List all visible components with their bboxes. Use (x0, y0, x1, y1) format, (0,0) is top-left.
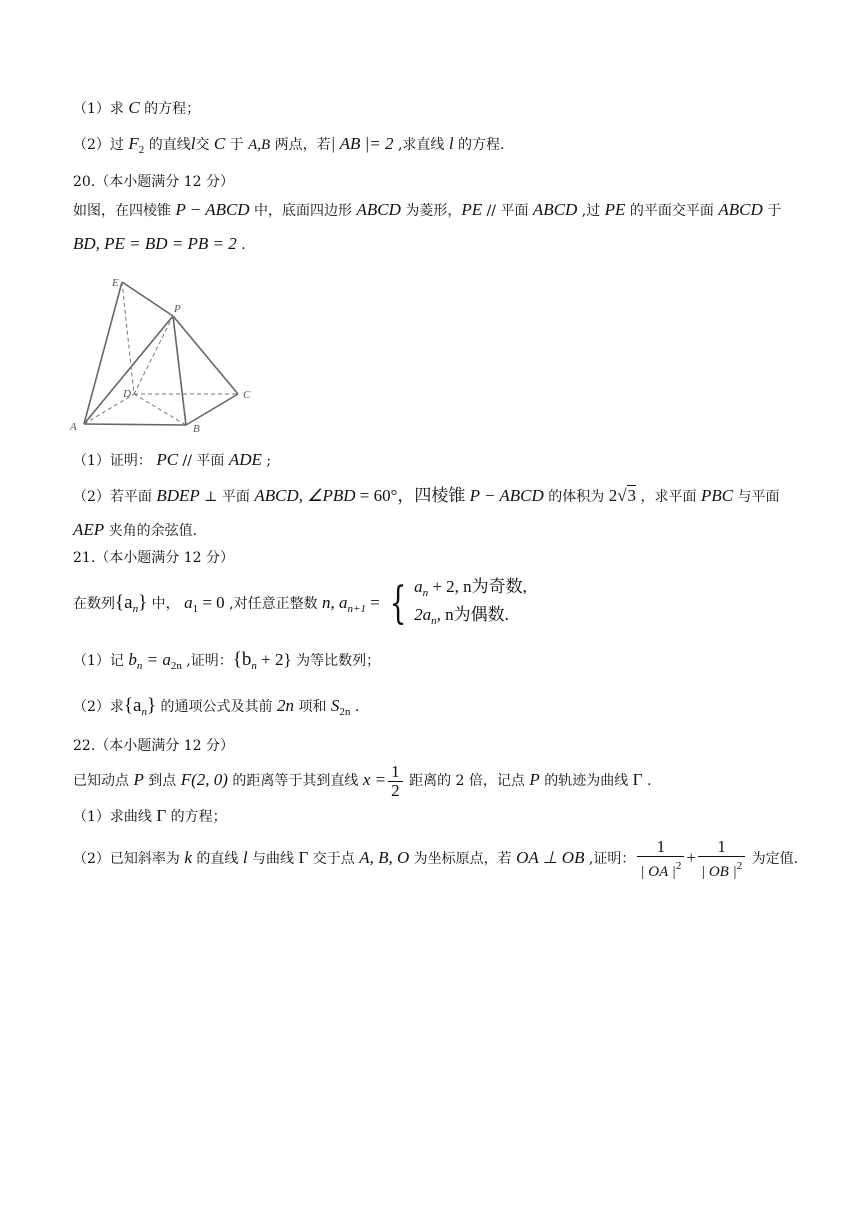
math: 2 (608, 486, 618, 505)
pyramid-figure (60, 270, 270, 440)
numerator: 1 (388, 763, 403, 782)
text: 的距离等于其到直线 (227, 773, 363, 789)
math: ABCD (356, 200, 401, 219)
math: PC (156, 450, 179, 469)
text: （2）已知斜率为 (73, 851, 185, 867)
case-2 (414, 604, 527, 632)
math: BD, PE = BD = PB = 2 (73, 234, 237, 253)
math: l (190, 134, 196, 153)
math: = 60°，四棱锥 (355, 486, 470, 505)
math: {b (232, 649, 252, 670)
math: | OB | (700, 863, 737, 880)
text: 于 (762, 203, 782, 219)
text: 的轨迹为曲线 (539, 773, 633, 789)
math: | AB |= 2 (330, 134, 394, 153)
subscript: n (136, 660, 143, 672)
text: 中， (147, 596, 185, 612)
math: k (184, 848, 192, 867)
math: {a (115, 592, 133, 613)
q20-part2-line1 (73, 486, 780, 507)
math: 2a (414, 605, 432, 624)
text: ,对任意正整数 (224, 596, 323, 612)
text: 交 (195, 137, 214, 153)
subscript: n (251, 660, 257, 672)
math: , n为偶数. (436, 605, 509, 624)
text: 为坐标原点，若 (409, 851, 517, 867)
math: Γ (632, 770, 643, 789)
text: 交于点 (308, 851, 360, 867)
math: PE (461, 200, 483, 219)
text: 的方程. (453, 137, 505, 153)
q21-part2 (73, 696, 359, 722)
math: b (128, 650, 137, 669)
math: PE (604, 200, 626, 219)
math: C (213, 134, 226, 153)
text: 如图，在四棱锥 (73, 203, 176, 219)
math: AEP (73, 520, 105, 539)
text: 于 (225, 137, 249, 153)
text: 为等比数列； (291, 653, 381, 669)
text: 的平面交平面 (625, 203, 719, 219)
text: 与平面 (733, 489, 780, 505)
text: ，求平面 (636, 489, 701, 505)
denominator (637, 857, 684, 881)
text: 的通项公式及其前 (156, 699, 278, 715)
fraction-half (388, 763, 403, 800)
text: （2）若平面 (73, 489, 157, 505)
text: // 平面 (178, 453, 229, 469)
q19-part1 (73, 98, 200, 119)
text: . (642, 773, 652, 789)
text: ⊥ 平面 (199, 489, 255, 505)
text: （1）求曲线 (73, 809, 157, 825)
label-E: E (112, 277, 119, 289)
text: 为定值. (747, 851, 799, 867)
text: 两点，若 (270, 137, 331, 153)
math: 3 (627, 486, 637, 505)
text: 项和 (294, 699, 331, 715)
math: l (448, 134, 454, 153)
text: （1）记 (73, 653, 129, 669)
superscript: 2 (675, 859, 682, 872)
math: P (529, 770, 540, 789)
text: ,证明： (181, 653, 233, 669)
q20-header: 20.（本小题满分 12 分） (73, 174, 234, 190)
numerator: 1 (637, 838, 684, 857)
text: 到点 (143, 773, 181, 789)
subscript: 2n (170, 660, 182, 672)
text: （1）证明： (73, 453, 157, 469)
math: = (365, 593, 385, 612)
math: S (330, 696, 340, 715)
math: ABCD (718, 200, 763, 219)
text: 中，底面四边形 (249, 203, 357, 219)
q21-statement (73, 576, 527, 632)
cases (414, 576, 527, 632)
text: 与曲线 (247, 851, 299, 867)
fraction-ob (698, 838, 745, 881)
text: . (236, 237, 246, 253)
math: A,B (248, 137, 271, 153)
math: P − ABCD (469, 486, 544, 505)
q22-part2 (73, 836, 798, 881)
math: | OA | (640, 863, 676, 880)
q20-part1 (73, 450, 271, 471)
denominator (698, 857, 745, 881)
math: C (128, 98, 140, 117)
q21-part1 (73, 650, 380, 676)
text: （2）过 (73, 137, 129, 153)
math: } (146, 695, 157, 716)
text: ,过 (577, 203, 605, 219)
text: 为菱形， (400, 203, 462, 219)
math: l (242, 848, 248, 867)
subscript: n (132, 603, 139, 615)
math: F(2, 0) (180, 770, 228, 789)
q22-part1 (73, 806, 227, 827)
subscript: 2n (339, 706, 351, 718)
subscript: n (141, 706, 147, 718)
math: a (414, 577, 423, 596)
piecewise (384, 576, 527, 632)
label-D: D (123, 388, 131, 400)
math: 2n (277, 696, 295, 715)
subscript: 1 (192, 603, 199, 615)
subscript: n (422, 587, 429, 599)
q22-statement (73, 760, 651, 801)
sqrt-sign: √ (617, 486, 627, 505)
text: 的方程； (139, 101, 201, 117)
superscript: 2 (736, 859, 743, 872)
math: ADE (228, 450, 262, 469)
subscript: n (431, 615, 437, 627)
label-A: A (70, 421, 77, 433)
q22-header: 22.（本小题满分 12 分） (73, 738, 234, 754)
math: {a (123, 695, 142, 716)
text: （2）求 (73, 699, 124, 715)
math: P (133, 770, 144, 789)
math: + 2, n为奇数, (428, 577, 527, 596)
brace-icon: { (389, 578, 407, 629)
label-B: B (193, 423, 200, 435)
text: // 平面 (482, 203, 533, 219)
math: = a (142, 650, 171, 669)
fraction-oa (637, 838, 684, 881)
math: BDEP (156, 486, 200, 505)
text: 的方程； (166, 809, 227, 825)
text: 在数列 (73, 596, 115, 612)
math: } (138, 592, 148, 613)
q19-part2 (73, 134, 505, 160)
text: ,求直线 (393, 137, 449, 153)
math: = 0 (198, 593, 225, 612)
math: + 2} (256, 650, 292, 669)
q20-statement-line1 (73, 200, 781, 221)
math: P − ABCD (175, 200, 250, 219)
math: F (128, 134, 139, 153)
text: 的直线 (191, 851, 243, 867)
text: 已知动点 (73, 773, 134, 789)
label-C: C (243, 389, 251, 401)
subscript: 2 (138, 144, 145, 156)
denominator: 2 (391, 780, 400, 800)
text: 距离的 2 倍，记点 (404, 773, 530, 789)
math: ABCD, ∠PBD (254, 486, 356, 505)
text: 夹角的余弦值. (104, 523, 198, 539)
q20-part2-line2 (73, 520, 197, 541)
math: A, B, O (359, 848, 410, 867)
numerator: 1 (698, 838, 745, 857)
q21-header: 21.（本小题满分 12 分） (73, 550, 234, 566)
label-P: P (174, 303, 181, 315)
math: a (184, 593, 193, 612)
math: PBC (700, 486, 734, 505)
text: 的体积为 (543, 489, 609, 505)
text: （1）求 (73, 101, 129, 117)
math: Γ (298, 848, 309, 867)
subscript: n+1 (347, 603, 366, 615)
q20-statement-line2 (73, 234, 246, 255)
math: ABCD (532, 200, 578, 219)
math: n, a (322, 593, 348, 612)
case-1 (414, 576, 527, 604)
text: ; (261, 453, 272, 469)
text: ,证明： (584, 851, 636, 867)
math: + (686, 848, 696, 867)
text: 的直线 (144, 137, 191, 153)
math: Γ (156, 806, 167, 825)
math: x = (362, 770, 387, 789)
math: OA ⊥ OB (516, 848, 585, 867)
text: . (350, 699, 360, 715)
